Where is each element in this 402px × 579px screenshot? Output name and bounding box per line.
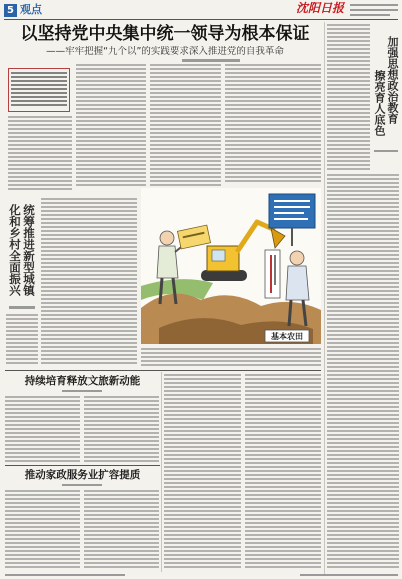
feature-body-under-title [6, 314, 38, 366]
page-footer-line [300, 574, 398, 576]
side-title-line-2: 擦亮育人底色 [373, 70, 386, 136]
newspaper-masthead-logo: 沈阳日报 [296, 1, 345, 15]
basic-farmland-label: 基本农田 [271, 332, 303, 341]
feature-byline [9, 306, 35, 309]
lead-body-column-2 [76, 64, 146, 188]
lead-byline [182, 59, 240, 62]
side-body-column [327, 174, 399, 570]
masthead-info-line [350, 4, 398, 6]
lead-summary-text [11, 72, 67, 108]
bottom-article-byline [62, 390, 102, 392]
cartoon-caption [141, 348, 321, 367]
side-body-top [327, 24, 370, 170]
column-divider [324, 22, 325, 575]
lower-body-column [245, 374, 321, 570]
bottom-article-byline [62, 484, 102, 486]
lead-body-column-1 [8, 116, 72, 190]
lead-subheadline: ——牢牢把握“九个以”的实践要求深入推进党的自我革命 [46, 46, 284, 57]
column-divider [161, 372, 162, 572]
lead-body-column-4 [225, 64, 321, 184]
basic-farmland-sign [265, 330, 309, 342]
page-number-badge: 5 [4, 4, 17, 17]
lead-headline: 以坚持党中央集中统一领导为根本保证 [20, 24, 310, 44]
feature-body-column [41, 198, 137, 366]
section-rule [5, 465, 160, 466]
bottom-article-title: 持续培育释放文旅新动能 [24, 375, 141, 387]
header-rule [4, 19, 398, 20]
feature-title: 统筹推进新型城镇化和乡村全面振兴 [8, 204, 36, 296]
bottom-article-body [84, 490, 159, 570]
section-label: 观点 [20, 3, 42, 16]
vertical-placard [265, 250, 280, 298]
bottom-article-body [5, 396, 80, 462]
page-footer-line [5, 574, 125, 576]
bottom-article-body [5, 490, 80, 570]
bottom-article-body [84, 396, 159, 462]
editorial-cartoon [141, 188, 321, 344]
section-rule [5, 370, 321, 371]
lower-body-column [164, 374, 241, 570]
side-title-line-1: 加强思想政治教育 [386, 36, 399, 124]
bottom-article-title: 推动家政服务业扩容提质 [24, 469, 141, 481]
masthead-info-line [350, 14, 390, 16]
masthead-info-line [350, 9, 398, 11]
side-byline [374, 150, 398, 152]
lead-body-column-3 [150, 64, 221, 186]
